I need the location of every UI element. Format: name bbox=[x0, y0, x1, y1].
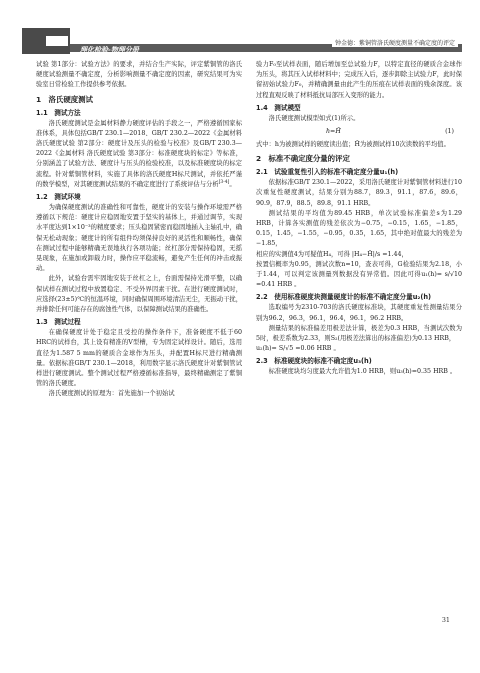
paragraph-g-test: 按置信概率为0.95，测试次数n=10，查表可得，G检验结果为2.18，小于1.44，可以判定该测量列数据没有异常值。因此可得u₁(h)= s/√10 =0.41 HRB 。 bbox=[256, 260, 462, 289]
section-1-3-heading: 1.3 测试过程 bbox=[36, 318, 81, 327]
journal-logo-notch bbox=[46, 36, 68, 46]
page-number: 31 bbox=[441, 616, 450, 624]
section-1-4-heading: 1.4 测试模型 bbox=[256, 103, 301, 112]
right-column bbox=[256, 60, 462, 378]
section-2-3-heading: 2.3 标准硬度块的标准不确定度u₃(h) bbox=[256, 357, 372, 366]
paragraph-block-uniformity: 标准硬度块均匀度最大允许值为1.0 HRB，则u₃(h)=0.35 HRB 。 bbox=[268, 368, 457, 376]
section-1-2-heading: 1.2 测试环境 bbox=[36, 193, 81, 202]
paragraph-principle-cont: 验力F₀至试样表面，随后增加至总试验力F，以特定直径的硬质合金球作为压头，将其压入试样材料中；完成压入后，逐步卸除主试验力F，此时保留初始试验力F₀，并精确测量由此产生的压痕在试样表面的残余深度。该过程直观反映了材料抵抗局部压入变形的能力。 bbox=[256, 61, 462, 99]
section-2-2-heading: 2.2 使用标准硬度块测量硬度计的标准不确定度分量u₂(h) bbox=[256, 293, 432, 302]
paragraph-text: 洛氏硬度测试是金属材料静力硬度评估的手段之一，严格遵循国家标准体系，具体包括GB/T 230.1—2018、GB/T 230.2—2022《金属材料 洛氏硬度试验 第2部分：硬度计及压头的检验与校准》及GB/T 230.3—2022《金属材料 洛氏硬度试验 第3部分：标准硬度块的标定》等标准，分别涵盖了试验方法、硬度计与压头的检验校准，以及标准硬度块的标定流程。针对紫铜管材料，实施了具体的洛氏硬度H标尺测试，并依托严谨的数学模型，对其硬度测试结果的不确定度进行了系统评估与分析 bbox=[36, 119, 242, 188]
left-column bbox=[36, 60, 242, 400]
paragraph-repeatability: 依据标准GB/T 230.1—2022，采用洛氏硬度计对紫铜管材料进行10次重复性硬度测试，结果分别为88.7，89.3，91.1，87.6，89.6，90.9，87.9，88.5，89.8，91.1 HRB。 bbox=[256, 179, 462, 207]
section-2-heading: 2 标准不确定度分量的评定 bbox=[256, 154, 350, 164]
paragraph-range-method: 测量结果的标准偏差用极差法计算，极差为0.3 HRB，当测试次数为5时，极差系数为2.33，则S₂(用极差法算出的标准偏差)为0.13 HRB， bbox=[256, 324, 462, 343]
citation-ref: [3-4] bbox=[218, 179, 230, 185]
paragraph-environment-2: 此外，试验台需牢固地安装于丝杠之上，台面需保持光滑平整，以确保试样在测试过程中放置稳定、不受外界因素干扰。在进行硬度测试时，应选择(23±5)℃的恒温环境，同时确保周围环境清洁无尘，无振动干扰，并排除任何可能存在的腐蚀性气体，以保障测试结果的准确性。 bbox=[36, 275, 242, 314]
paragraph-model: 洛氏硬度测试模型如式(1)所示。 bbox=[268, 114, 360, 122]
section-2-1-heading: 2.1 试验重复性引入的标准不确定度分量u₁(h) bbox=[256, 168, 399, 177]
section-1-heading: 1 洛氏硬度测试 bbox=[36, 94, 93, 104]
paragraph-principle: 洛氏硬度测试的原理为：首先施加一个初始试 bbox=[48, 390, 175, 398]
page-header bbox=[0, 0, 480, 58]
paragraph-test-method: 洛氏硬度测试是金属材料静力硬度评估的手段之一，严格遵循国家标准体系，具体包括GB/T 230.1—2018、GB/T 230.2—2022《金属材料 洛氏硬度试验 第2部分：硬度计及压头的检验与校准》及GB/T 230.3—2022《金属材料 洛氏硬度试验 第3部分：标准硬度块的标定》等标准，分别涵盖了试验方法、硬度计与压头的检验校准，以及标准硬度块的标定流程。针对紫铜管材料，实施了具体的洛氏硬度H标尺测试，并依托严谨的数学模型，对其硬度测试结果的不确定度进行了系统评估与分析[3-4]。 bbox=[36, 119, 242, 188]
paragraph-suspect-value: 相应的实测值4为可疑值H₄，可得 |H₄−H̄|/s =1.44， bbox=[256, 250, 408, 258]
paragraph-process: 在确保硬度计处于稳定且受控的操作条件下，准备硬度不低于60 HRC的试样台，其上设有精准的V型槽，专为固定试样设计。随后，选用直径为1.587 5 mm的硬质合金球作为压头，并配置H标尺进行精确测量。依据标准GB/T 230.1—2018，利用数字显示洛氏硬度计对紫铜管试样进行硬度测试。整个测试过程严格遵循标准指导，最终精确测定了紫铜管的洛氏硬度。 bbox=[36, 329, 242, 388]
running-title: 钟金德：紫铜管洛氏硬度测量不确定度的评定 bbox=[332, 38, 458, 47]
equation-1-body: h=H̄ bbox=[326, 128, 341, 136]
paragraph-residuals: 测试结果的平均值为89.45 HRB，单次试验标准偏差s为1.29 HRB，计算各实测值的残差依次为−0.75，−0.15，1.65，−1.85，0.15，1.45，−1.55，−0.95，0.35，1.65，其中绝对值最大的残差为−1.85， bbox=[256, 209, 462, 248]
section-1-1-heading: 1.1 测试方法 bbox=[36, 108, 81, 117]
paragraph-model-vars: 式中：h为被测试样的硬度读出值；H̄为被测试样10次读数的平均值。 bbox=[256, 141, 450, 149]
paragraph-standard-block: 选取编号为2310-703的洛氏硬度标准块，其硬度重复性测量结果分别为96.2，96.3，96.1，96.4，96.1，96.2 HRB。 bbox=[256, 304, 462, 322]
intro-paragraph: 试验 第1部分：试验方法》的要求，并结合生产实际，评定紫铜管的洛氏硬度试验测量不确定度，分析影响测量不确定度的因素，研究结果可为实验室日常检验工作提供参考依据。 bbox=[36, 61, 242, 89]
equation-u2: u₂(h)= S/√5 =0.06 HRB 。 bbox=[256, 345, 340, 353]
equation-1 bbox=[256, 126, 462, 138]
equation-1-number: (1) bbox=[445, 128, 454, 136]
paragraph-environment: 为确保硬度测试的准确性和可靠性，硬度计的安装与操作环境需严格遵循以下规范：硬度计应稳固地安置于坚实的基体上，并通过调节，实现水平度达到1×10⁻³的精度要求；压头稳固紧密而稳固地插入主轴孔中，确保无松动现象；硬度计的所有组件均须保持良好的灵活性和顺畅性，确保在测试过程中能够精确无误地执行各项功能；丝杠部分需保持稳固，无摇晃现象，在施加或卸载力时，操作应平稳流畅，避免产生任何的冲击或振动。 bbox=[36, 204, 242, 273]
journal-title: 理化检验-物理分册 bbox=[80, 46, 139, 54]
